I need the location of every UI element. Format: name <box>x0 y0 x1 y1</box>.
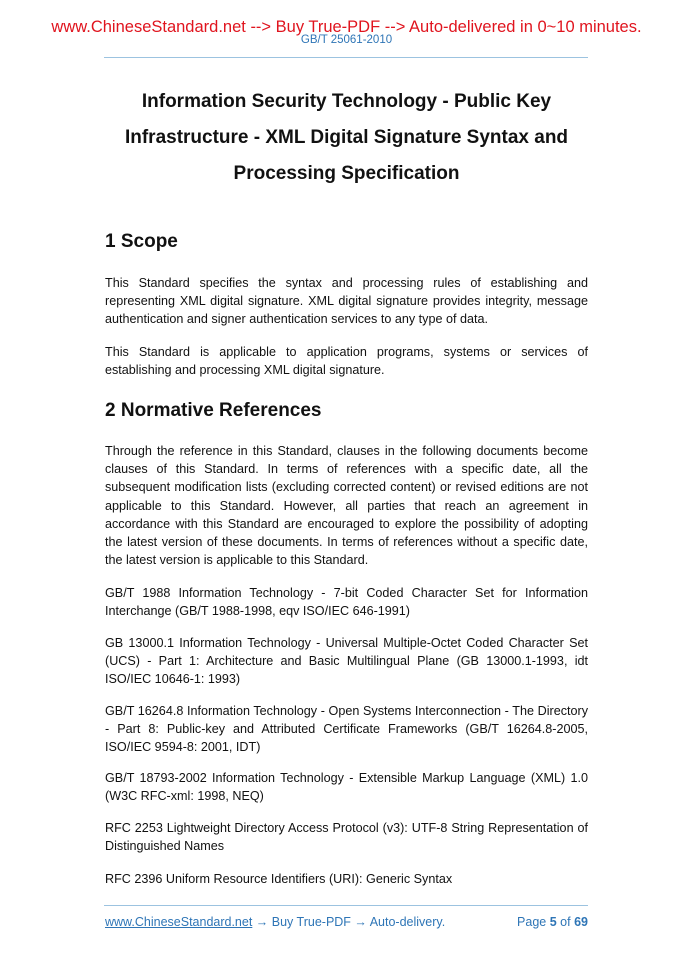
reference-item: GB 13000.1 Information Technology - Universal Multiple-Octet Coded Character Set (UCS) - Part 1: Architecture and Basic Multilingual Plane (GB 13000.1-1993, idt ISO/IEC 10646-1: 1993) <box>105 636 588 687</box>
section-heading-scope: 1 Scope <box>105 231 178 252</box>
document-title <box>90 84 603 192</box>
title-line: Processing Specification <box>233 163 460 184</box>
reference-item: RFC 2253 Lightweight Directory Access Protocol (v3): UTF-8 String Representation of Distinguished Names <box>105 821 588 854</box>
page-footer <box>105 915 588 929</box>
page-number: 5 <box>549 915 557 929</box>
footer-link[interactable]: www.ChineseStandard.net <box>105 915 253 929</box>
paragraph: This Standard is applicable to application programs, systems or services of establishing and processing XML digital signature. <box>105 345 588 378</box>
reference-item: GB/T 1988 Information Technology - 7-bit Coded Character Set for Information Interchange (GB/T 1988-1998, eqv ISO/IEC 646-1991) <box>105 586 588 619</box>
paragraph: Through the reference in this Standard, clauses in the following documents become clauses of this Standard. In terms of references with a specific date, all the subsequent modification lists (excluding corrected content) or revised editions are not applicable to this Standard. However, all parties that reach an agreement in accordance with this Standard are encouraged to explore the possibility of adopting the latest version of these documents. In terms of references without a specific date, the latest version is applicable to this Standard. <box>105 444 588 568</box>
title-line: Information Security Technology - Public Key <box>141 91 552 112</box>
title-line: Infrastructure - XML Digital Signature Syntax and <box>124 127 569 148</box>
reference-item: GB/T 16264.8 Information Technology - Open Systems Interconnection - The Directory - Part 8: Public-key and Attributed Certificate Frameworks (GB/T 16264.8-2005, ISO/IEC 9594-8: 2001, IDT) <box>105 704 588 755</box>
footer-divider <box>104 905 588 906</box>
total-pages: 69 <box>574 915 588 929</box>
reference-item: GB/T 18793-2002 Information Technology - Extensible Markup Language (XML) 1.0 (W3C RFC-xml: 1998, NEQ) <box>105 771 588 804</box>
section-heading-normative-references: 2 Normative References <box>105 400 322 421</box>
reference-item: RFC 2396 Uniform Resource Identifiers (URI): Generic Syntax <box>105 872 453 886</box>
promo-banner[interactable]: www.ChineseStandard.net --> Buy True-PDF --> Auto-delivered in 0~10 minutes. <box>51 18 642 36</box>
page-label: Page <box>517 915 547 929</box>
document-number: GB/T 25061-2010 <box>300 34 393 46</box>
footer-promo <box>105 915 445 929</box>
paragraph: This Standard specifies the syntax and processing rules of establishing and representing XML digital signature. XML digital signature provides integrity, message authentication and signer authentication services to any type of data. <box>105 276 588 327</box>
header-divider <box>104 57 588 58</box>
page-indicator <box>517 915 588 929</box>
footer-promo-text: → Buy True-PDF → Auto-delivery. <box>252 915 446 929</box>
of-label: of <box>560 915 571 929</box>
